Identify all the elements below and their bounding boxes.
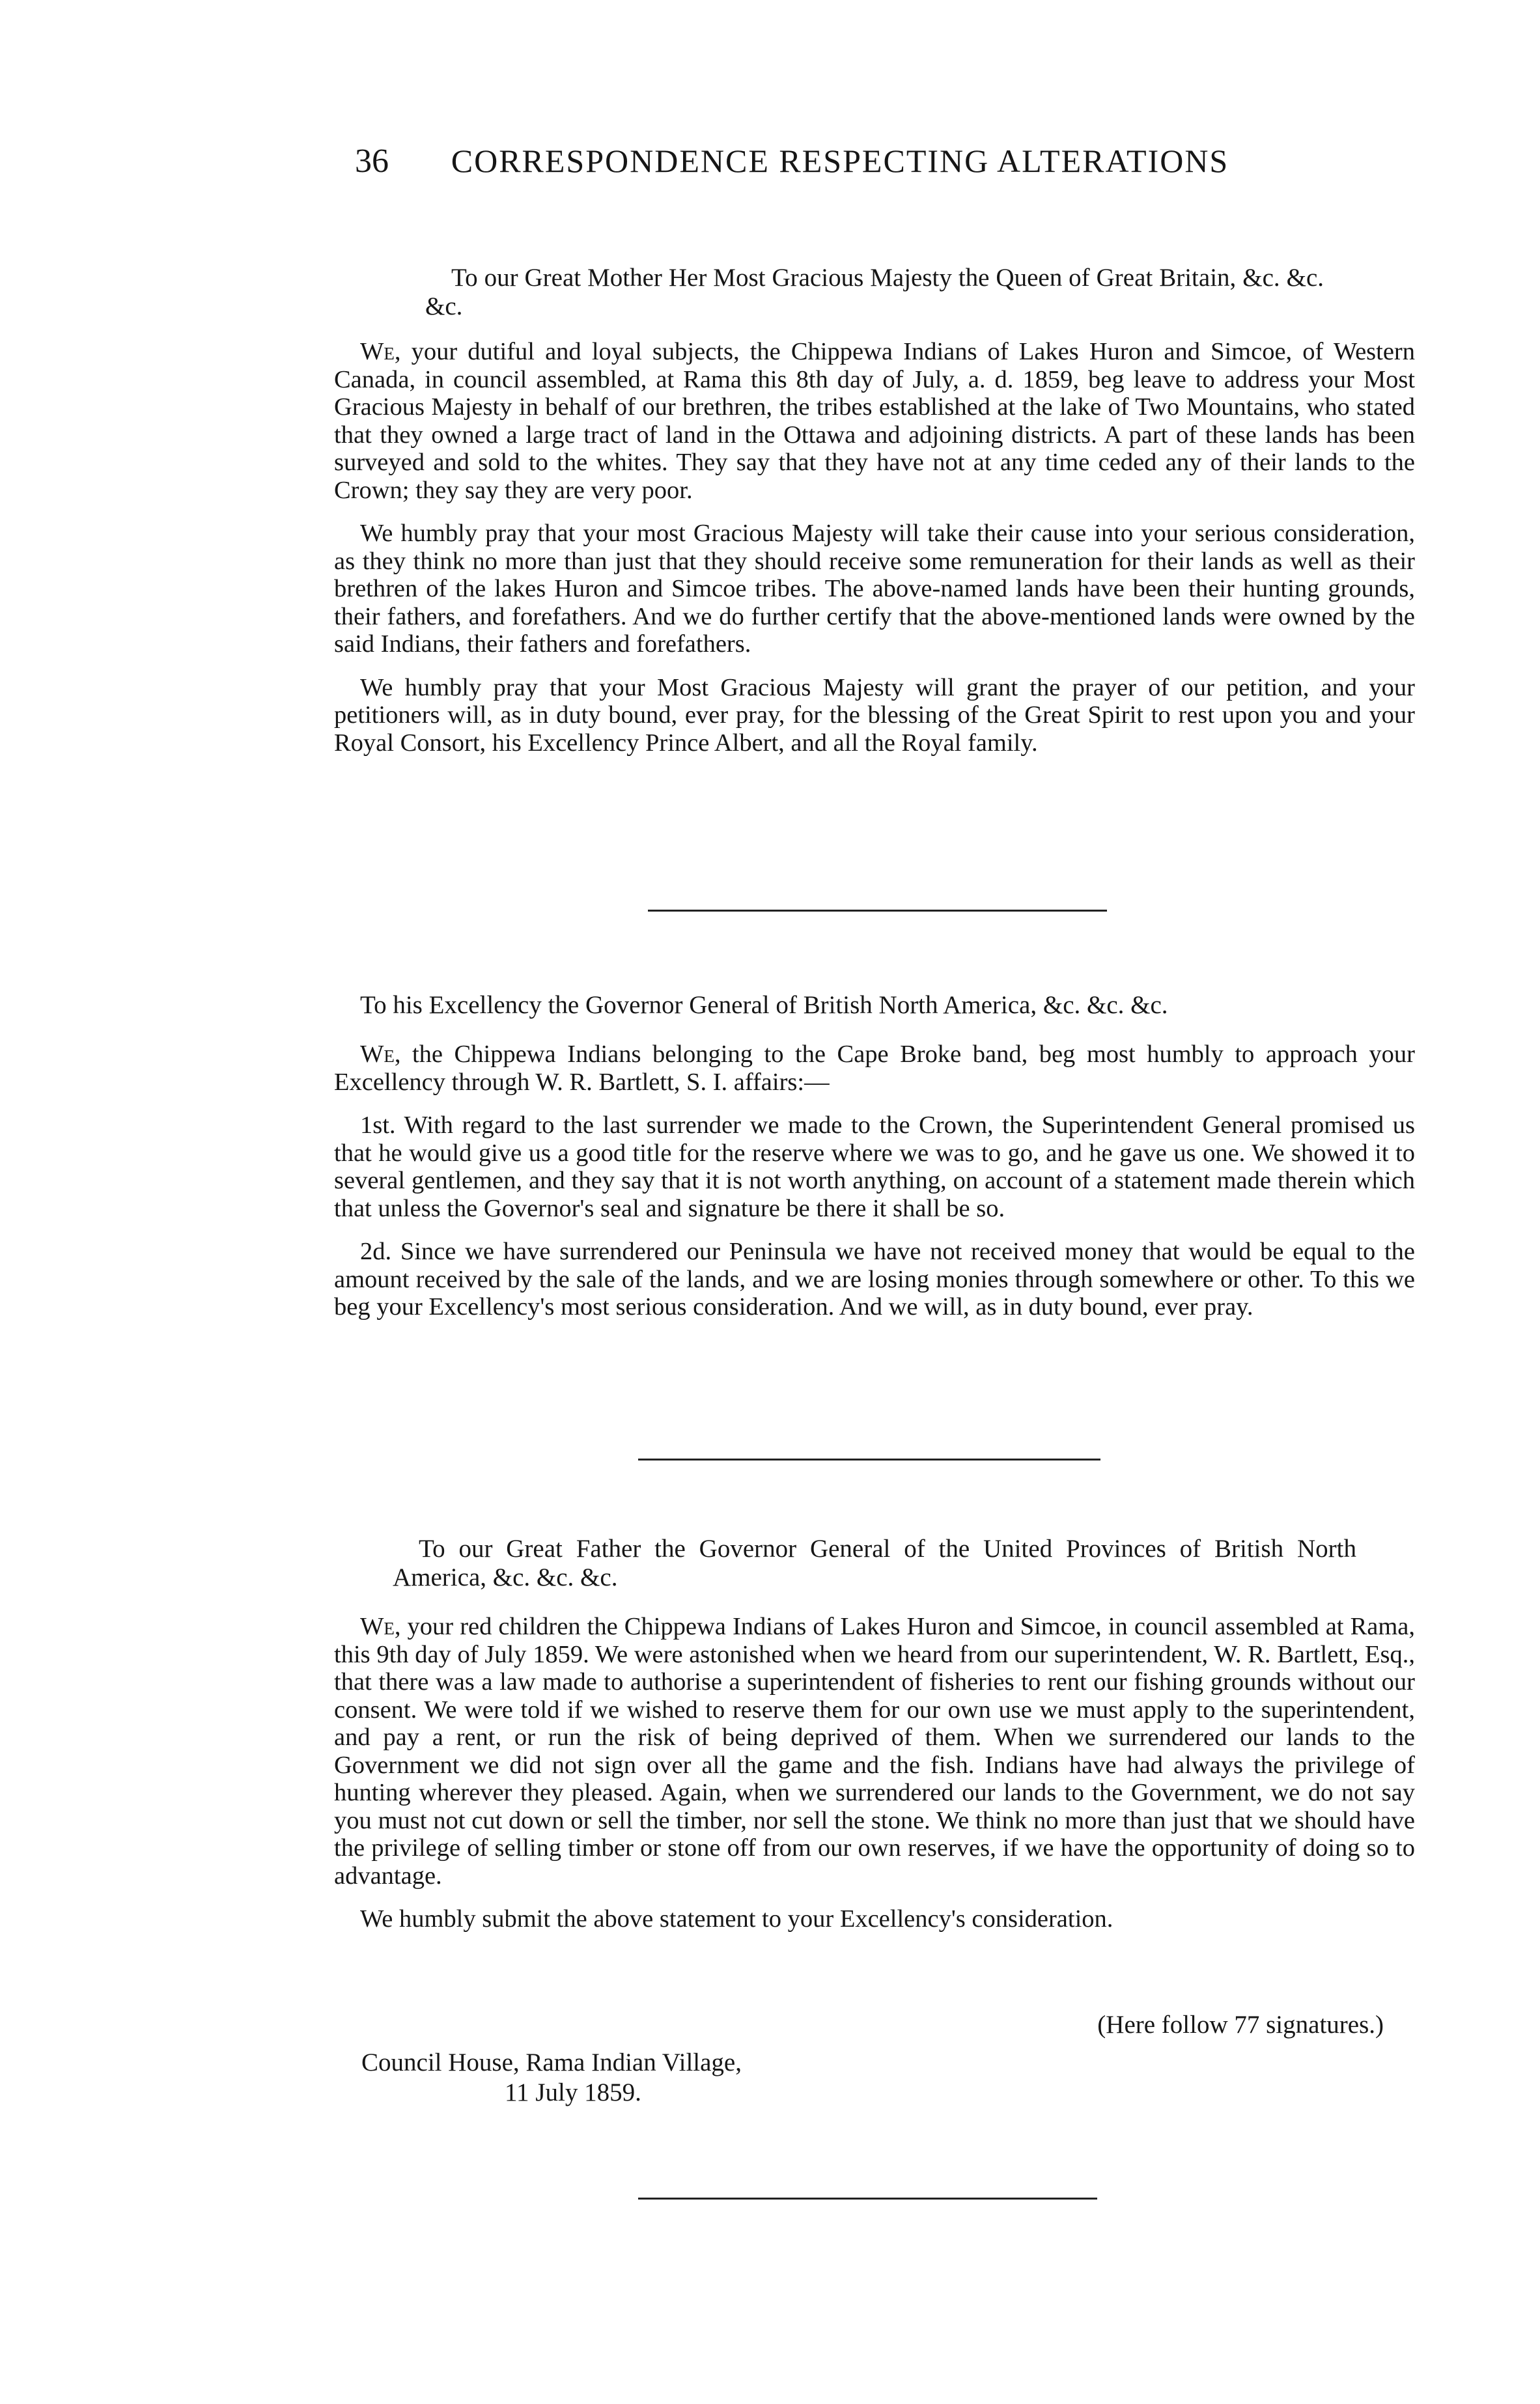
signature-note: (Here follow 77 signatures.) xyxy=(1097,2011,1384,2039)
page-header xyxy=(355,142,1286,188)
paragraph: We, the Chippewa Indians belonging to the Cape Broke band, beg most humbly to approach your Excellency through W. R. Bartlett, S. I. affairs:— xyxy=(334,1041,1415,1096)
page-number: 36 xyxy=(355,143,389,180)
address-line: To our Great Mother Her Most Gracious Majesty the Queen of Great Britain, &c. &c. &c. xyxy=(425,264,1324,320)
paragraph: We, your dutiful and loyal subjects, the Chippewa Indians of Lakes Huron and Simcoe, of Western Canada, in council assembled, at Rama this 8th day of July, a. d. 1859, beg leave to address your Most Gracious Majesty in behalf of our brethren, the tribes established at the lake of Two Mountains, who stated that they owned a large tract of land in the Ottawa and adjoining districts. A part of these lands has been surveyed and sold to the whites. They say that they have not at any time ceded any of their lands to the Crown; they say they are very poor. xyxy=(334,338,1415,504)
address-line: To his Excellency the Governor General of British North America, &c. &c. &c. xyxy=(360,991,1168,1019)
paragraph: We, your red children the Chippewa Indians of Lakes Huron and Simcoe, in council assembled at Rama, this 9th day of July 1859. We were astonished when we heard from our superintendent, W. R. Bartlett, Esq., that there was a law made to authorise a superintendent of fisheries to rent our fishing grounds without our consent. We were told if we wished to reserve them for our own use we must apply to the superintendent, and pay a rent, or run the risk of being deprived of them. When we surrendered our lands to the Government we did not sign over all the game and the fish. Indians have had always the privilege of hunting wherever they pleased. Again, when we surrendered our lands to the Government, we do not say you must not cut down or sell the timber, nor sell the stone. We think no more than just that we should have the privilege of selling timber or stone off from our own reserves, if we have the opportunity of doing so to advantage. xyxy=(334,1613,1415,1890)
running-title: CORRESPONDENCE RESPECTING ALTERATIONS xyxy=(451,143,1229,179)
petition-to-queen xyxy=(334,264,1415,757)
address-line: To our Great Father the Governor General of the United Provinces of British North America, &c. &c. &c. xyxy=(393,1535,1356,1591)
petition-to-great-father xyxy=(334,1535,1415,1933)
paragraph: We humbly pray that your most Gracious Majesty will take their cause into your serious consideration, as they think no more than just that they should receive some remuneration for their lands as well as their brethren of the lakes Huron and Simcoe tribes. The above-named lands have been their hunting grounds, their fathers, and forefathers. And we do further certify that the above-mentioned lands were owned by the said Indians, their fathers and forefathers. xyxy=(334,520,1415,658)
paragraph: 2d. Since we have surrendered our Peninsula we have not received money that would be equal to the amount received by the sale of the lands, and we are losing monies through somewhere or other. To this we beg your Excellency's most serious consideration. And we will, as in duty bound, ever pray. xyxy=(334,1238,1415,1321)
date-line: 11 July 1859. xyxy=(505,2078,641,2106)
petition-to-governor-general xyxy=(334,991,1415,1321)
paragraph: We humbly submit the above statement to your Excellency's consideration. xyxy=(360,1905,1113,1933)
place-line: Council House, Rama Indian Village, xyxy=(361,2048,742,2076)
section-divider xyxy=(638,1459,1100,1461)
section-divider xyxy=(648,910,1107,912)
paragraph: We humbly pray that your Most Gracious Majesty will grant the prayer of our petition, and your petitioners will, as in duty bound, ever pray, for the blessing of the Great Spirit to rest upon you and your Royal Consort, his Excellency Prince Albert, and all the Royal family. xyxy=(334,673,1415,757)
section-divider xyxy=(638,2198,1097,2200)
place-and-date xyxy=(361,2048,742,2108)
paragraph: 1st. With regard to the last surrender we made to the Crown, the Superintendent General promised us that he would give us a good title for the reserve where we was to go, and he gave us one. We showed it to several gentlemen, and they say that it is not worth anything, on account of a statement made therein which that unless the Governor's seal and signature be there it shall be so. xyxy=(334,1111,1415,1222)
